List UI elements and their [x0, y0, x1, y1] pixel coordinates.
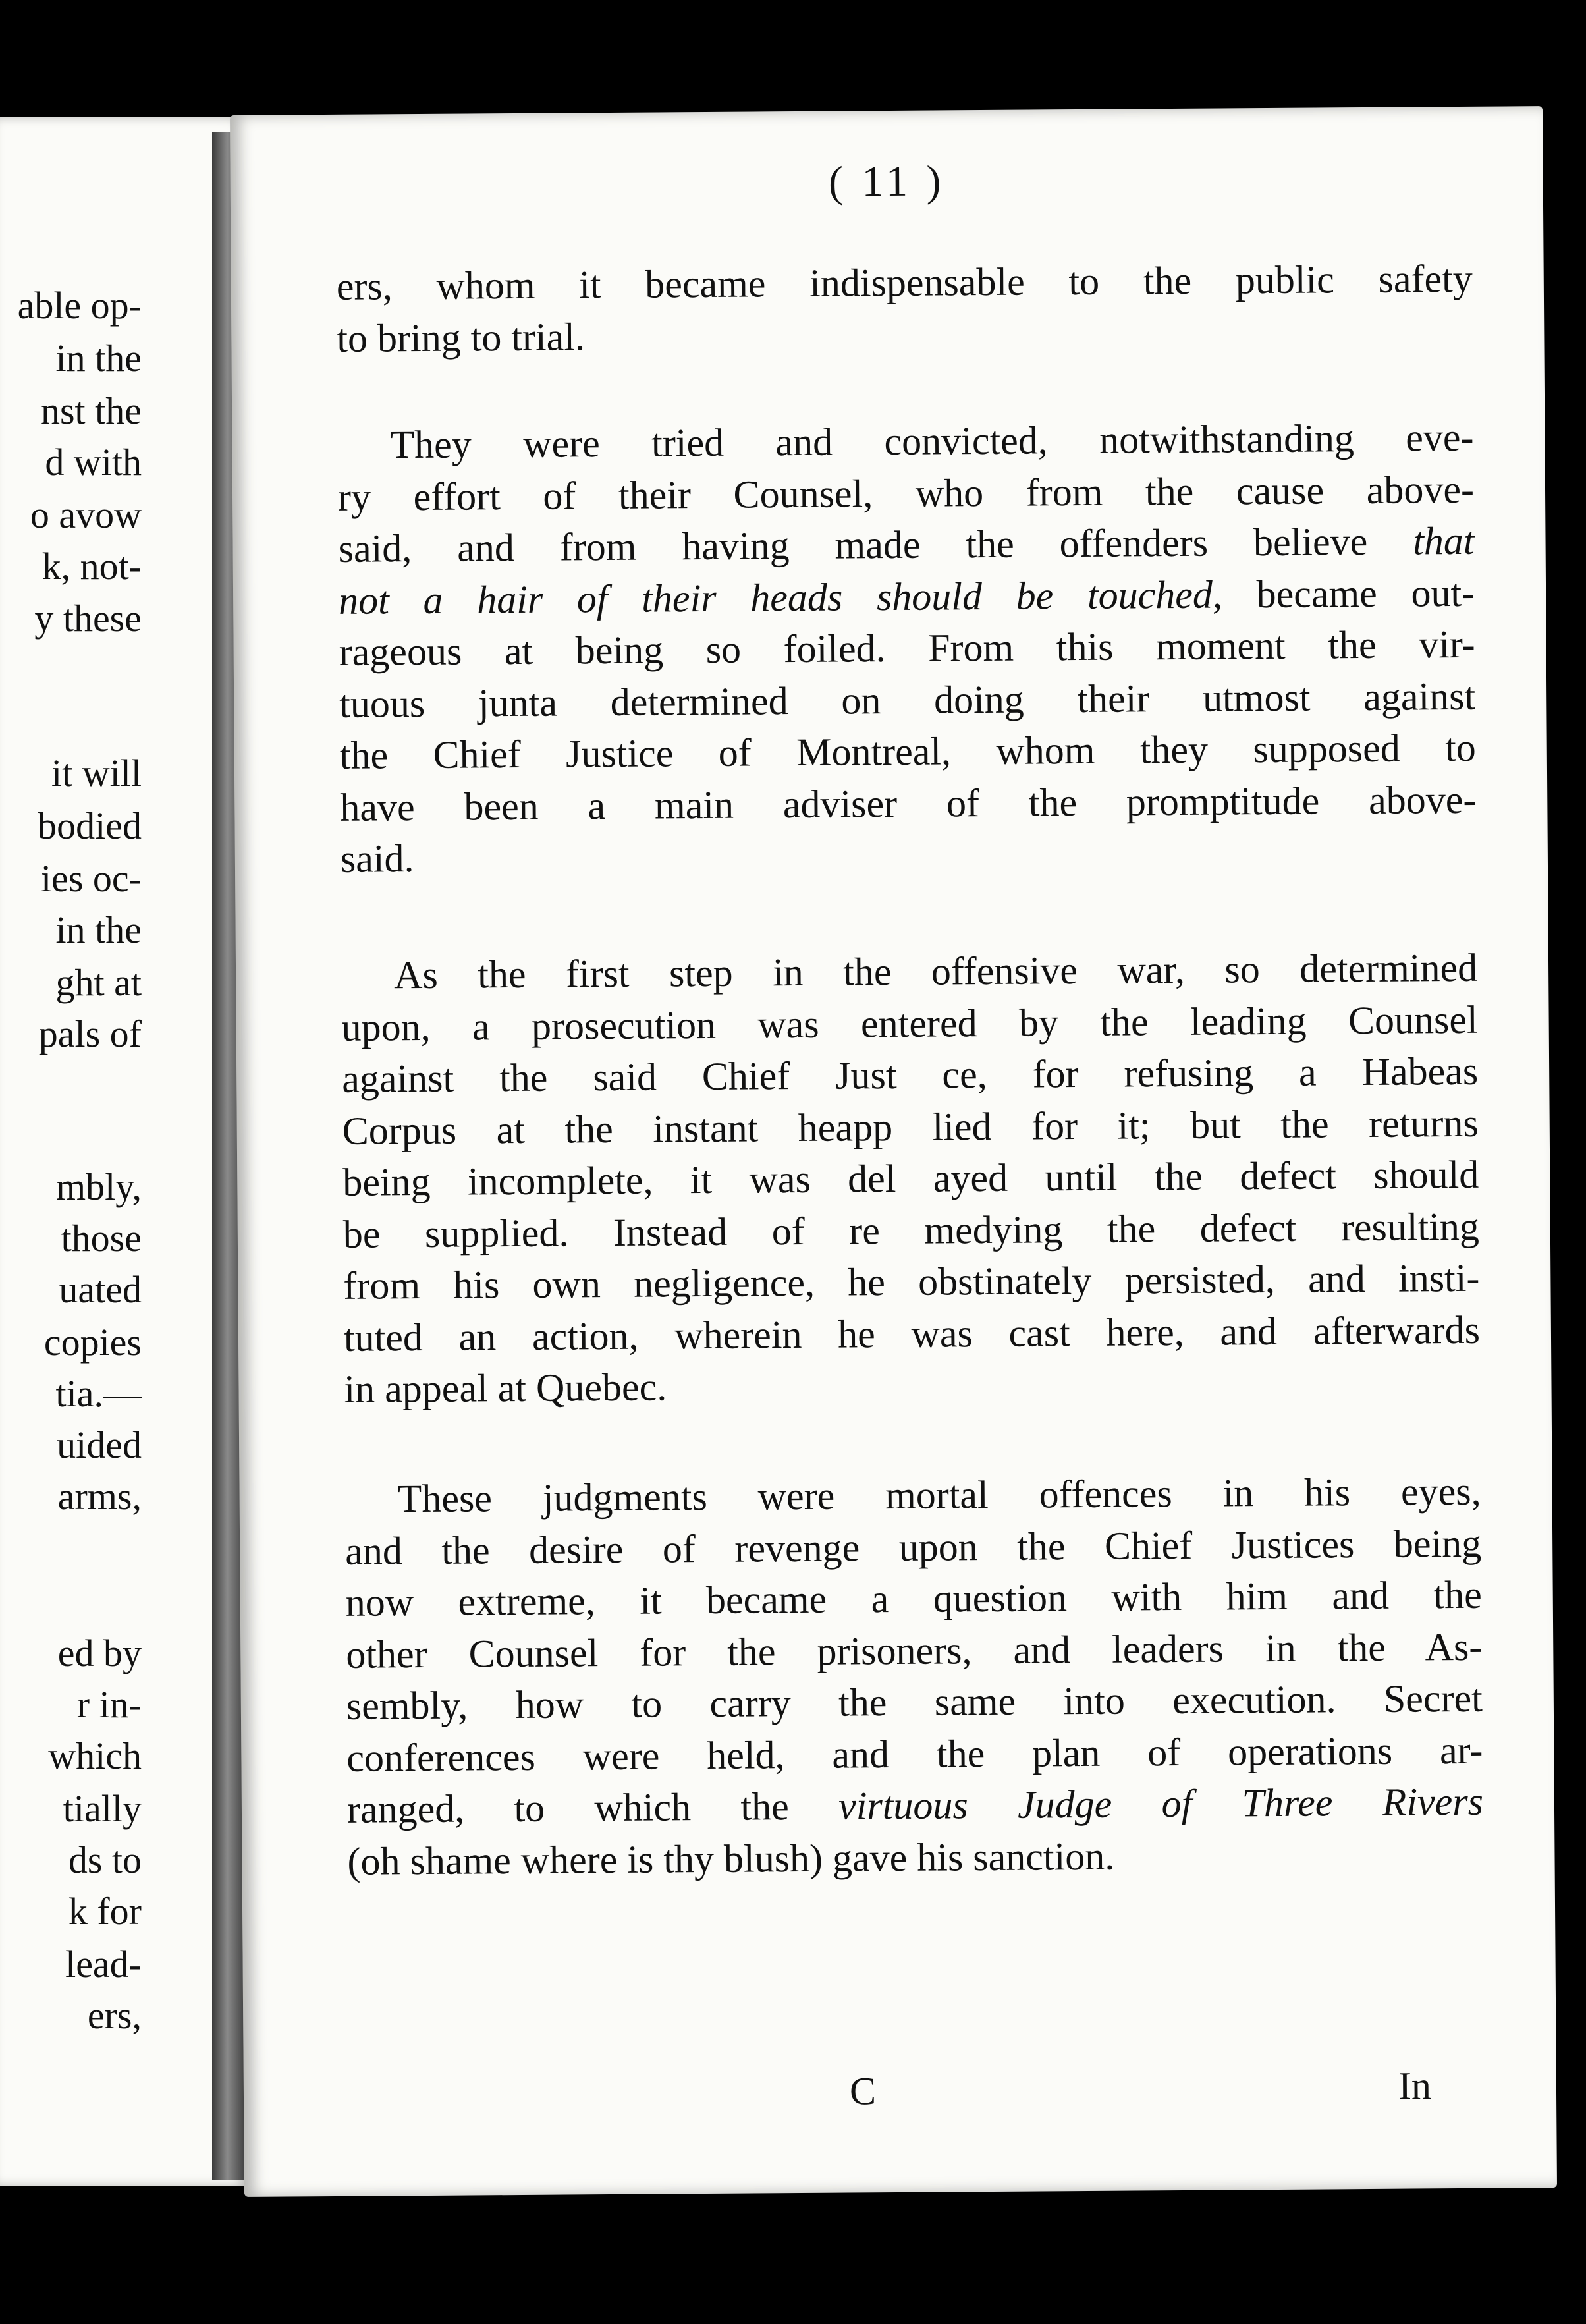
text-line: These judgments were mortal offences in his eyes, — [397, 1469, 1481, 1521]
left-page-line: ers, — [87, 1994, 142, 2037]
right-page — [230, 106, 1557, 2197]
text-line: sembly, how to carry the same into execution. Secret — [346, 1676, 1483, 1728]
text-line: conferences were held, and the plan of operations ar- — [346, 1728, 1483, 1780]
text-line: tuted an action, wherein he was cast here, and afterwards — [343, 1308, 1481, 1360]
text-line: being incomplete, it was del ayed until the defect should — [342, 1152, 1479, 1204]
italic-text: virtuous Judge of Three Rivers — [838, 1779, 1484, 1828]
text-line: said. — [340, 837, 414, 881]
left-page-line: in the — [55, 908, 142, 951]
text-line: against the said Chief Just ce, for refusing a Habeas — [341, 1049, 1479, 1101]
left-page-line: uated — [59, 1268, 142, 1311]
paragraph-3 — [341, 942, 1481, 1416]
text-line: They were tried and convicted, notwithstanding eve- — [390, 415, 1474, 467]
left-page-line: o avow — [30, 493, 142, 536]
text-line — [338, 515, 1475, 575]
left-page-line: k for — [68, 1890, 142, 1933]
text-line: As the first step in the offensive war, so determined — [393, 945, 1478, 997]
left-page-line: tially — [63, 1787, 142, 1830]
text-line: Corpus at the instant heapp lied for it; but the returns — [342, 1101, 1479, 1153]
text-line — [347, 1776, 1484, 1836]
left-page-line: which — [48, 1734, 142, 1777]
left-page-line: mbly, — [56, 1165, 142, 1208]
text-line: the Chief Justice of Montreal, whom they supposed to — [339, 725, 1476, 777]
text-line: (oh shame where is thy blush) gave his sanction. — [347, 1834, 1115, 1883]
left-page-line: y these — [34, 597, 142, 640]
text-line: to bring to trial. — [337, 314, 586, 360]
left-page-line: those — [61, 1217, 142, 1259]
left-page-line: lead- — [65, 1943, 142, 1985]
text-segment: ranged, to which the — [346, 1784, 789, 1831]
signature-mark: C — [849, 2069, 877, 2113]
text-segment: became out- — [1256, 570, 1475, 616]
left-page-line: ed by — [57, 1632, 142, 1674]
left-page-line: ies oc- — [41, 857, 142, 900]
page-number: ( 11 ) — [828, 157, 945, 206]
text-line: have been a main adviser of the promptitude above- — [340, 777, 1477, 829]
left-page-line: bodied — [38, 804, 142, 847]
italic-text: that — [1412, 518, 1475, 563]
left-page-line: r in- — [76, 1683, 142, 1726]
text-line — [339, 567, 1475, 626]
left-page-line: d with — [45, 441, 142, 484]
italic-text: not a hair of their heads should be touched, — [338, 572, 1223, 622]
left-page-line: ds to — [68, 1839, 142, 1881]
left-page-line: k, not- — [41, 545, 142, 588]
paragraph-2 — [337, 412, 1477, 885]
text-line: upon, a prosecution was entered by the leading Counsel — [341, 997, 1478, 1049]
text-line: ry effort of their Counsel, who from the cause above- — [337, 467, 1475, 519]
text-line: now extreme, it became a question with him and the — [345, 1572, 1482, 1624]
left-page-line: able op- — [17, 284, 142, 327]
left-page-line: pals of — [38, 1012, 142, 1055]
paragraph-1 — [337, 253, 1473, 364]
left-page-text — [0, 117, 247, 2186]
text-segment: said, and from having made the offenders believe — [338, 519, 1368, 570]
left-page-line: copies — [43, 1321, 142, 1364]
left-page-line: uided — [57, 1424, 142, 1466]
catchword: In — [1398, 2064, 1432, 2108]
left-page-line: ght at — [55, 961, 142, 1004]
left-page-line: arms, — [57, 1475, 142, 1518]
text-line: from his own negligence, he obstinately persisted, and insti- — [343, 1256, 1480, 1308]
text-line: and the desire of revenge upon the Chief Justices being — [344, 1521, 1482, 1573]
left-page — [0, 117, 247, 2186]
text-line: tuous junta determined on doing their utmost against — [339, 674, 1476, 726]
left-page-line: it will — [51, 752, 142, 794]
left-page-line: in the — [55, 337, 142, 379]
left-page-line: tia.— — [55, 1372, 142, 1415]
text-line: ers, whom it became indispensable to the public safety — [336, 256, 1473, 308]
paragraph-4 — [344, 1466, 1483, 1887]
text-line: be supplied. Instead of re medying the defect resulting — [342, 1204, 1480, 1256]
left-page-line: nst the — [40, 389, 142, 432]
text-line: rageous at being so foiled. From this moment the vir- — [339, 622, 1475, 674]
text-line: in appeal at Quebec. — [344, 1365, 667, 1411]
text-line: other Counsel for the prisoners, and leaders in the As- — [346, 1624, 1483, 1676]
